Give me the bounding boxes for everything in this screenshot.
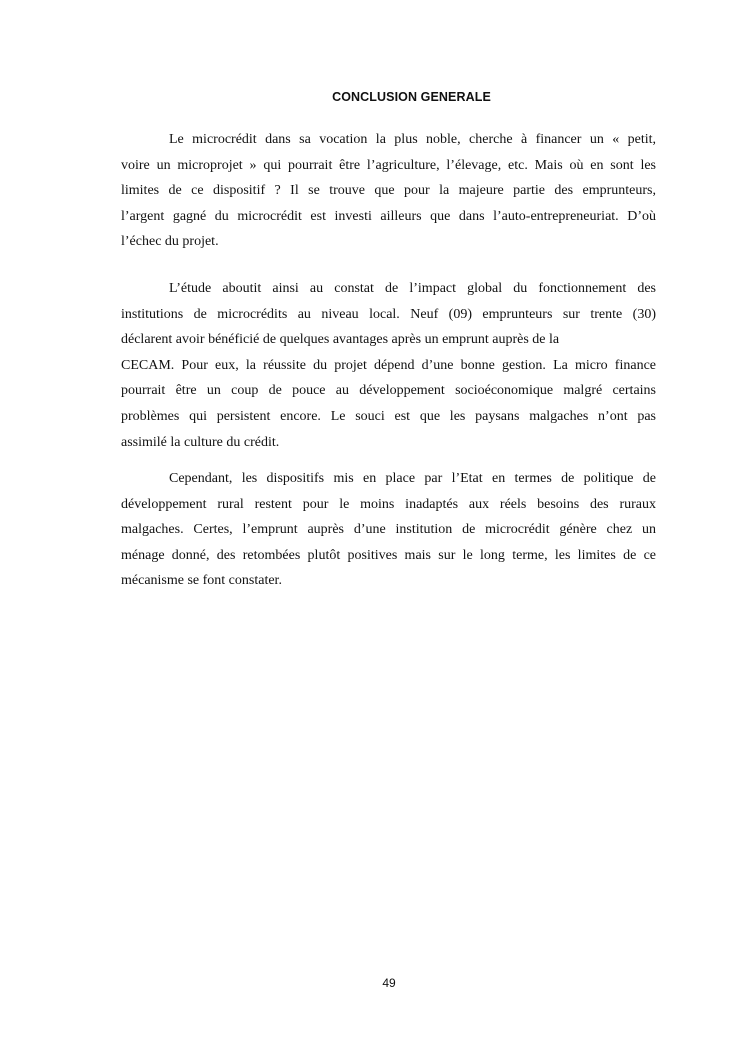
paragraph-line: mécanisme se font constater. [121, 573, 282, 589]
paragraph-line: Cependant, les dispositifs mis en place par l’Etat en termes de politique de [169, 471, 656, 486]
paragraph-line: ménage donné, des retombées plutôt positives mais sur le long terme, les limites de ce [121, 547, 656, 563]
paragraph-1 [121, 127, 656, 255]
page-number: 49 [382, 976, 396, 990]
paragraph-line: voire un microprojet » qui pourrait être l’agriculture, l’élevage, etc. Mais où en sont les [121, 157, 656, 173]
paragraph-line: problèmes qui persistent encore. Le souci est que les paysans malgaches n’ont pas [121, 408, 656, 424]
paragraph-line: institutions de microcrédits au niveau local. Neuf (09) emprunteurs sur trente (30) [121, 306, 656, 322]
paragraph-line: l’échec du projet. [121, 234, 219, 250]
paragraph-line: Le microcrédit dans sa vocation la plus noble, cherche à financer un « petit, [169, 132, 656, 147]
paragraph-line: CECAM. Pour eux, la réussite du projet dépend d’une bonne gestion. La micro finance [121, 357, 656, 373]
paragraph-line: l’argent gagné du microcrédit est investi ailleurs que dans l’auto-entrepreneuriat. D’où [121, 208, 656, 224]
paragraph-line: déclarent avoir bénéficié de quelques avantages après un emprunt auprès de la [121, 332, 560, 348]
paragraph-line: assimilé la culture du crédit. [121, 434, 280, 450]
paragraph-line: malgaches. Certes, l’emprunt auprès d’une institution de microcrédit génère chez un [121, 522, 656, 538]
paragraph-line: pourrait être un coup de pouce au développement socioéconomique malgré certains [121, 383, 656, 399]
paragraph-3 [121, 466, 656, 594]
section-title: CONCLUSION GENERALE [332, 90, 491, 104]
paragraph-2 [121, 276, 656, 455]
paragraph-line: limites de ce dispositif ? Il se trouve que pour la majeure partie des emprunteurs, [121, 183, 656, 199]
paragraph-line: développement rural restent pour le moins inadaptés aux réels besoins des ruraux [121, 496, 656, 512]
paragraph-line: L’étude aboutit ainsi au constat de l’impact global du fonctionnement des [169, 281, 656, 296]
